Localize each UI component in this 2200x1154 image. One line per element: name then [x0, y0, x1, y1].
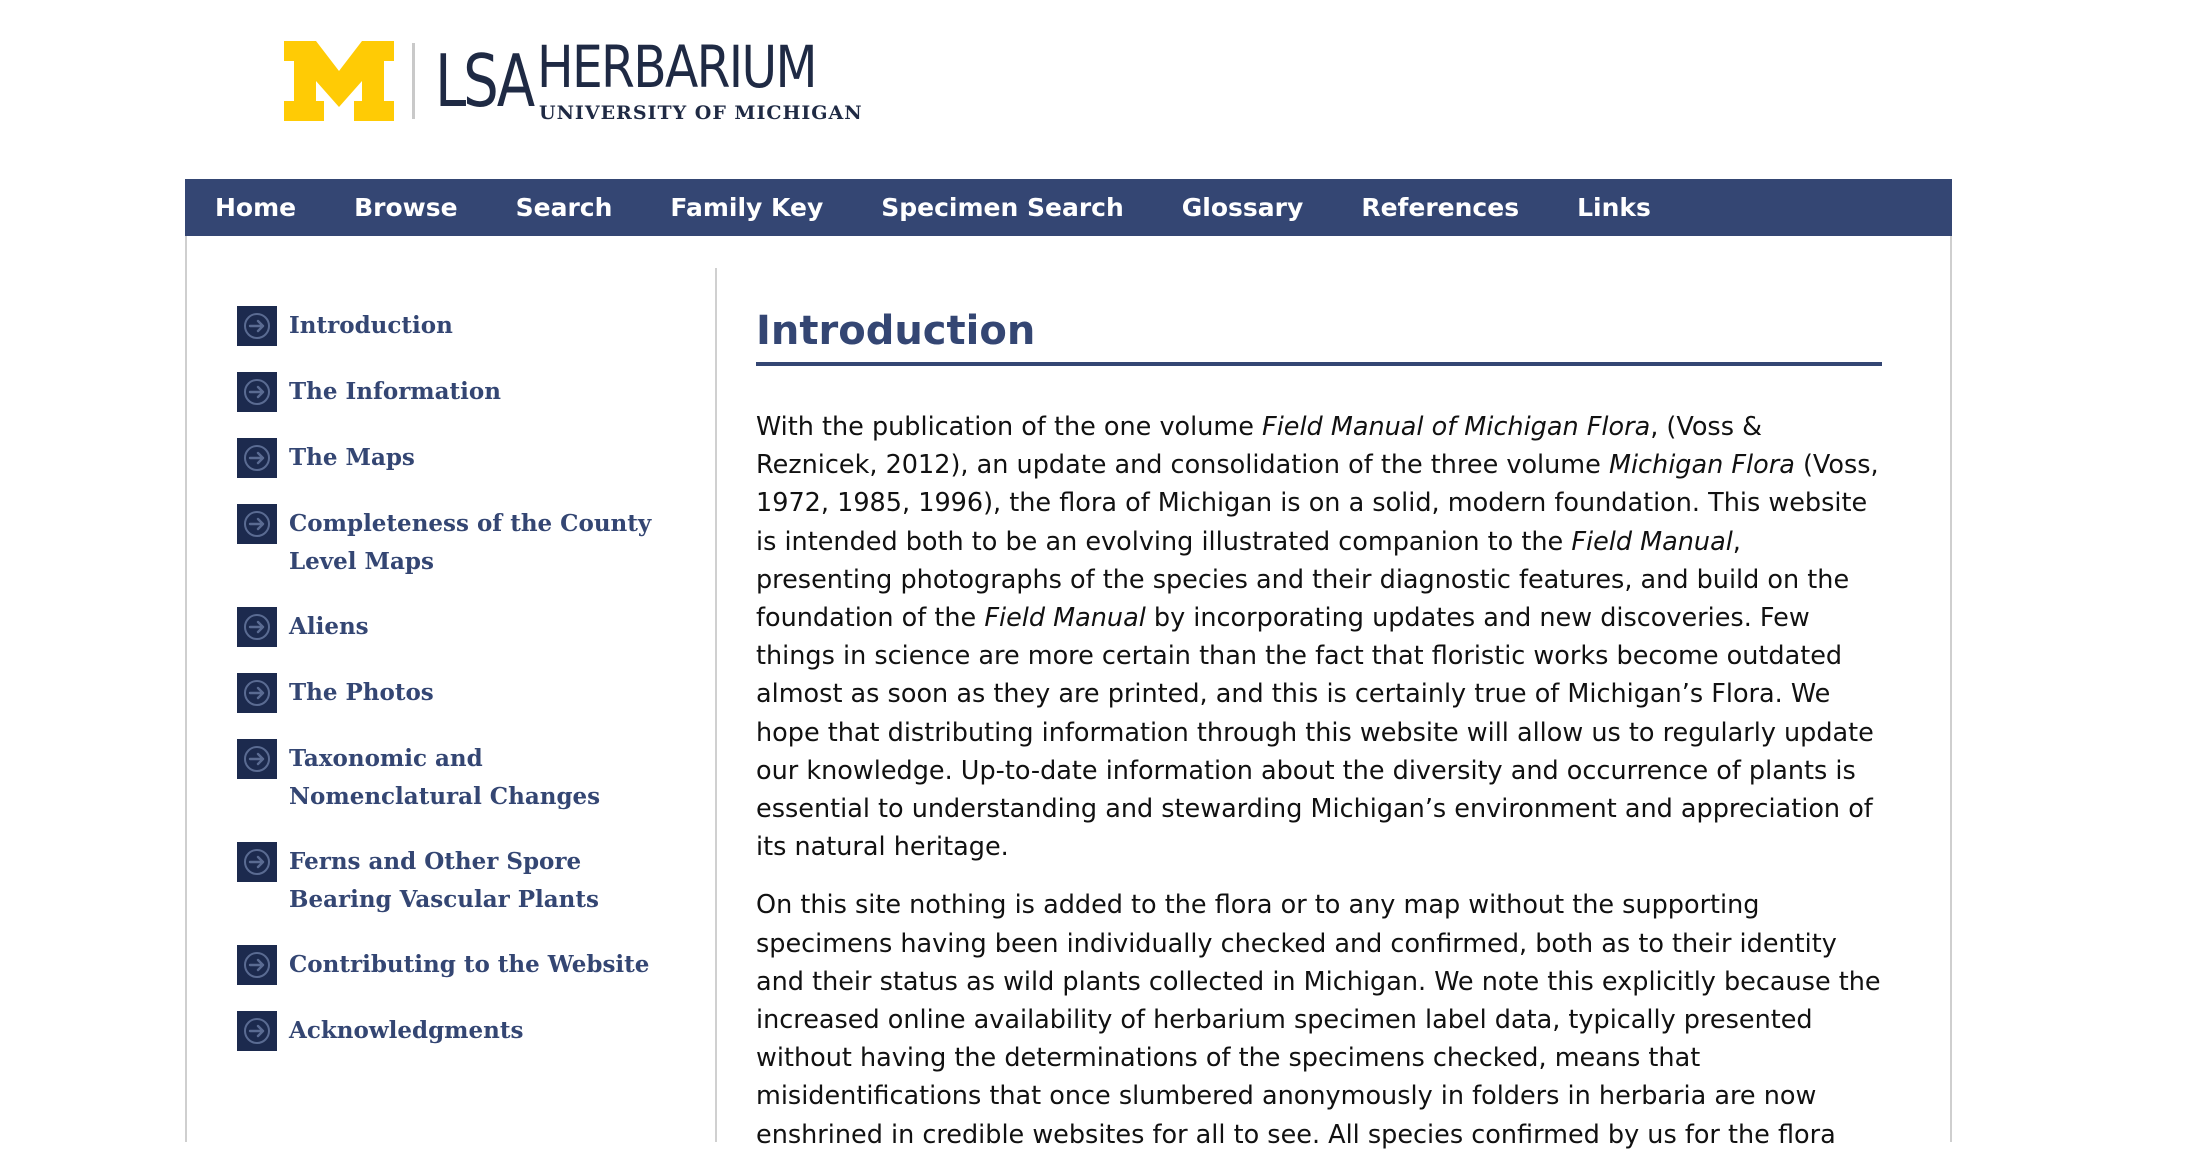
- arrow-right-circle-icon: [237, 438, 277, 478]
- sidebar-item-label: Acknowledgments: [289, 1017, 524, 1044]
- book-title: Field Manual: [1571, 526, 1733, 557]
- text-run: , presenting photographs of the species and their diagnostic features, and build on the foundation of the: [756, 526, 1850, 634]
- book-title: Michigan Flora: [1608, 450, 1795, 481]
- main-nav: [185, 179, 1952, 236]
- arrow-right-circle-icon: [237, 842, 277, 882]
- sidebar-item-label: The Photos: [289, 679, 434, 706]
- sidebar-item-label: Aliens: [289, 613, 369, 640]
- sidebar-nav: [237, 306, 677, 1077]
- text-run: (Voss, 1972, 1985, 1996), the flora of Michigan is on a solid, modern foundation. This website is intended both to be an evolving illustrated companion to the: [756, 450, 1879, 557]
- arrow-right-circle-icon: [237, 945, 277, 985]
- sidebar-item-taxonomic-changes[interactable]: [237, 739, 677, 816]
- block-m-logo-icon: [284, 41, 394, 121]
- book-title: Field Manual: [984, 603, 1146, 634]
- arrow-right-circle-icon: [237, 372, 277, 412]
- arrow-right-circle-icon: [237, 1011, 277, 1051]
- nav-family-key[interactable]: Family Key: [670, 193, 824, 222]
- arrow-right-circle-icon: [237, 673, 277, 713]
- logo-lsa: LSA: [435, 39, 533, 123]
- nav-search[interactable]: Search: [515, 193, 613, 222]
- sidebar-item-label: The Maps: [289, 444, 415, 471]
- sidebar-item-completeness[interactable]: [237, 504, 677, 581]
- logo-text: [537, 33, 869, 124]
- sidebar-item-label: Completeness of the County Level Maps: [289, 510, 652, 575]
- sidebar-item-the-information[interactable]: [237, 372, 677, 412]
- page-title: Introduction: [756, 302, 1882, 366]
- arrow-right-circle-icon: [237, 306, 277, 346]
- nav-browse[interactable]: Browse: [354, 193, 458, 222]
- intro-paragraph-2: On this site nothing is added to the flora or to any map without the supporting specimens having been individually checked and confirmed, both as to their identity and their status as wild plants collected in Michigan. We note this explicitly because the increased online availability of herbarium specimen label data, typically presented without having the determinations of the specimens checked, means that misidentifications that once slumbered anonymously in folders in herbaria are now enshrined in credible websites for all to see. All species confirmed by us for the flora: [756, 890, 1881, 1150]
- sidebar-item-label: Ferns and Other Spore Bearing Vascular Plants: [289, 848, 599, 913]
- nav-references[interactable]: References: [1361, 193, 1520, 222]
- sidebar-item-aliens[interactable]: [237, 607, 677, 647]
- book-title: Field Manual of Michigan Flora: [1262, 412, 1651, 442]
- sidebar-item-label: The Information: [289, 378, 501, 405]
- sidebar-item-contributing[interactable]: [237, 945, 677, 985]
- site-logo[interactable]: [284, 33, 869, 126]
- sidebar-item-the-photos[interactable]: [237, 673, 677, 713]
- sidebar-item-label: Taxonomic and Nomenclatural Changes: [289, 745, 601, 810]
- arrow-right-circle-icon: [237, 607, 277, 647]
- main-content: [756, 302, 1882, 1154]
- logo-university: UNIVERSITY OF MICHIGAN: [539, 102, 863, 124]
- sidebar-item-ferns[interactable]: [237, 842, 677, 919]
- nav-specimen-search[interactable]: Specimen Search: [881, 193, 1124, 222]
- column-divider: [715, 268, 717, 1142]
- intro-paragraph-1: [756, 408, 1882, 866]
- sidebar-item-the-maps[interactable]: [237, 438, 677, 478]
- arrow-right-circle-icon: [237, 504, 277, 544]
- logo-herbarium: HERBARIUM: [537, 33, 816, 101]
- sidebar-item-label: Contributing to the Website: [289, 951, 650, 978]
- text-run: With the publication of the one volume: [756, 412, 1263, 442]
- sidebar-item-label: Introduction: [289, 312, 453, 339]
- text-run: , (Voss & Reznicek, 2012), an update and consolidation of the three volume: [756, 412, 1762, 481]
- logo-divider: [412, 43, 415, 119]
- text-run: by incorporating updates and new discoveries. Few things in science are more certain than the fact that floristic works become outdated almost as soon as they are printed, and this is certainly true of Michigan’s Flora. We hope that distributing information through this website will allow us to regularly update our knowledge. Up-to-date information about the diversity and occurrence of plants is essential to understanding and stewarding Michigan’s environment and appreciation of its natural heritage.: [756, 603, 1874, 863]
- sidebar-item-acknowledgments[interactable]: [237, 1011, 677, 1051]
- nav-glossary[interactable]: Glossary: [1181, 193, 1304, 222]
- sidebar-item-introduction[interactable]: [237, 306, 677, 346]
- nav-home[interactable]: Home: [215, 193, 297, 222]
- nav-links[interactable]: Links: [1577, 193, 1651, 222]
- arrow-right-circle-icon: [237, 739, 277, 779]
